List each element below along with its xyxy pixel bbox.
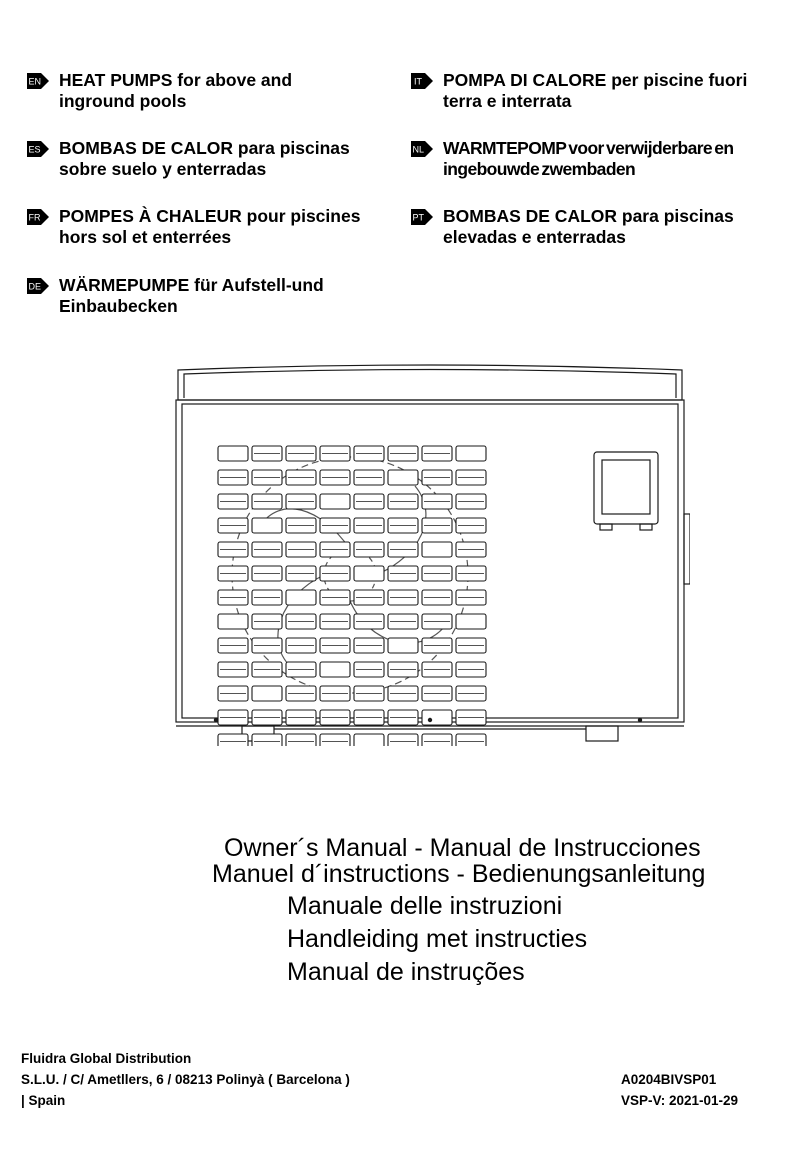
lang-line: ingebouwde zwembaden xyxy=(443,159,636,179)
lang-text-es xyxy=(59,138,350,180)
address-line: | Spain xyxy=(21,1093,66,1108)
it-flag-badge-icon xyxy=(411,73,433,89)
lang-line: WARMTEPOMP voor verwijderbare en xyxy=(443,138,734,158)
doc-version: VSP-V: 2021-01-29 xyxy=(621,1093,739,1108)
heat-pump-drawing xyxy=(170,356,690,746)
control-box-latch xyxy=(640,524,652,530)
lang-line: POMPA DI CALORE per piscine fuori xyxy=(443,70,748,90)
control-box xyxy=(594,452,658,524)
grille-slot xyxy=(388,470,418,485)
grille-slot xyxy=(218,446,248,461)
badge-code: IT xyxy=(414,76,422,87)
grille-slot xyxy=(422,734,452,746)
lang-text-pt xyxy=(443,206,734,248)
lang-line: BOMBAS DE CALOR para piscinas xyxy=(443,206,734,226)
lang-line: Einbaubecken xyxy=(59,296,178,316)
lang-block-en xyxy=(27,70,292,112)
grille-slot xyxy=(320,662,350,677)
es-flag-badge-icon xyxy=(27,141,49,157)
badge-code: EN xyxy=(28,76,42,87)
lang-line: terra e interrata xyxy=(443,91,572,111)
badge-code: FR xyxy=(28,212,41,223)
manual-title-line: Manual de instruções xyxy=(287,958,525,986)
grille-slot xyxy=(422,710,452,725)
lang-text-fr xyxy=(59,206,360,248)
nl-flag-badge-icon xyxy=(411,141,433,157)
address-line: S.L.U. / C/ Ametllers, 6 / 08213 Polinyà ( Barcelona ) xyxy=(21,1072,350,1087)
top-cover xyxy=(178,365,682,400)
grille-slot xyxy=(252,734,282,746)
side-connector xyxy=(684,514,690,584)
control-box-latch xyxy=(600,524,612,530)
grille-slot xyxy=(456,446,486,461)
grille-slot xyxy=(320,494,350,509)
grille-slot xyxy=(252,686,282,701)
lang-block-es xyxy=(27,138,350,180)
top-cover-inner xyxy=(184,370,676,399)
lang-block-nl xyxy=(411,138,734,180)
grille-slot xyxy=(456,734,486,746)
grille-slot xyxy=(388,638,418,653)
screw xyxy=(428,718,432,722)
lang-line: WÄRMEPUMPE für Aufstell-und xyxy=(59,275,324,295)
doc-code: A0204BIVSP01 xyxy=(621,1072,717,1087)
manual-title-line: Owner´s Manual - Manual de Instrucciones xyxy=(224,834,701,862)
address-line: Fluidra Global Distribution xyxy=(21,1051,192,1066)
document-reference xyxy=(621,1069,738,1111)
manual-title-line: Handleiding met instructies xyxy=(287,925,588,953)
lang-line: hors sol et enterrées xyxy=(59,227,232,247)
grille-slot xyxy=(422,542,452,557)
en-flag-badge-icon xyxy=(27,73,49,89)
lang-line: elevadas e enterradas xyxy=(443,227,626,247)
lang-block-fr xyxy=(27,206,360,248)
grille-slot xyxy=(252,518,282,533)
lang-text-nl xyxy=(443,138,734,180)
lang-line: POMPES À CHALEUR pour piscines xyxy=(59,206,361,226)
pt-flag-badge-icon xyxy=(411,209,433,225)
grille-slot xyxy=(354,734,384,746)
badge-code: ES xyxy=(28,144,41,155)
grille-slot xyxy=(218,614,248,629)
grille-slot xyxy=(388,734,418,746)
manual-title-line: Manuale delle instruzioni xyxy=(287,892,563,920)
manual-title-line: Manuel d´instructions - Bedienungsanleitung xyxy=(212,860,706,888)
lang-text-en xyxy=(59,70,292,112)
fr-flag-badge-icon xyxy=(27,209,49,225)
de-flag-badge-icon xyxy=(27,278,49,294)
lang-text-de xyxy=(59,275,324,317)
lang-line: HEAT PUMPS for above and xyxy=(59,70,293,90)
grille xyxy=(218,446,486,746)
lang-line: BOMBAS DE CALOR para piscinas xyxy=(59,138,350,158)
screw xyxy=(214,718,218,722)
lang-block-de xyxy=(27,275,324,317)
foot-right xyxy=(586,726,618,741)
control-box-screen xyxy=(602,460,650,514)
grille-slot xyxy=(354,566,384,581)
badge-code: NL xyxy=(412,144,425,155)
badge-code: PT xyxy=(412,212,425,223)
screw xyxy=(638,718,642,722)
grille-slot xyxy=(456,614,486,629)
grille-slot xyxy=(286,590,316,605)
grille-slot xyxy=(320,734,350,746)
heat-pump-illustration xyxy=(170,356,690,746)
grille-slot xyxy=(286,734,316,746)
lang-text-it xyxy=(443,70,747,112)
lang-line: sobre suelo y enterradas xyxy=(59,159,267,179)
grille-slot xyxy=(218,734,248,746)
lang-block-it xyxy=(411,70,747,112)
company-address xyxy=(21,1048,350,1111)
lang-block-pt xyxy=(411,206,734,248)
badge-code: DE xyxy=(28,281,42,292)
lang-line: inground pools xyxy=(59,91,187,111)
